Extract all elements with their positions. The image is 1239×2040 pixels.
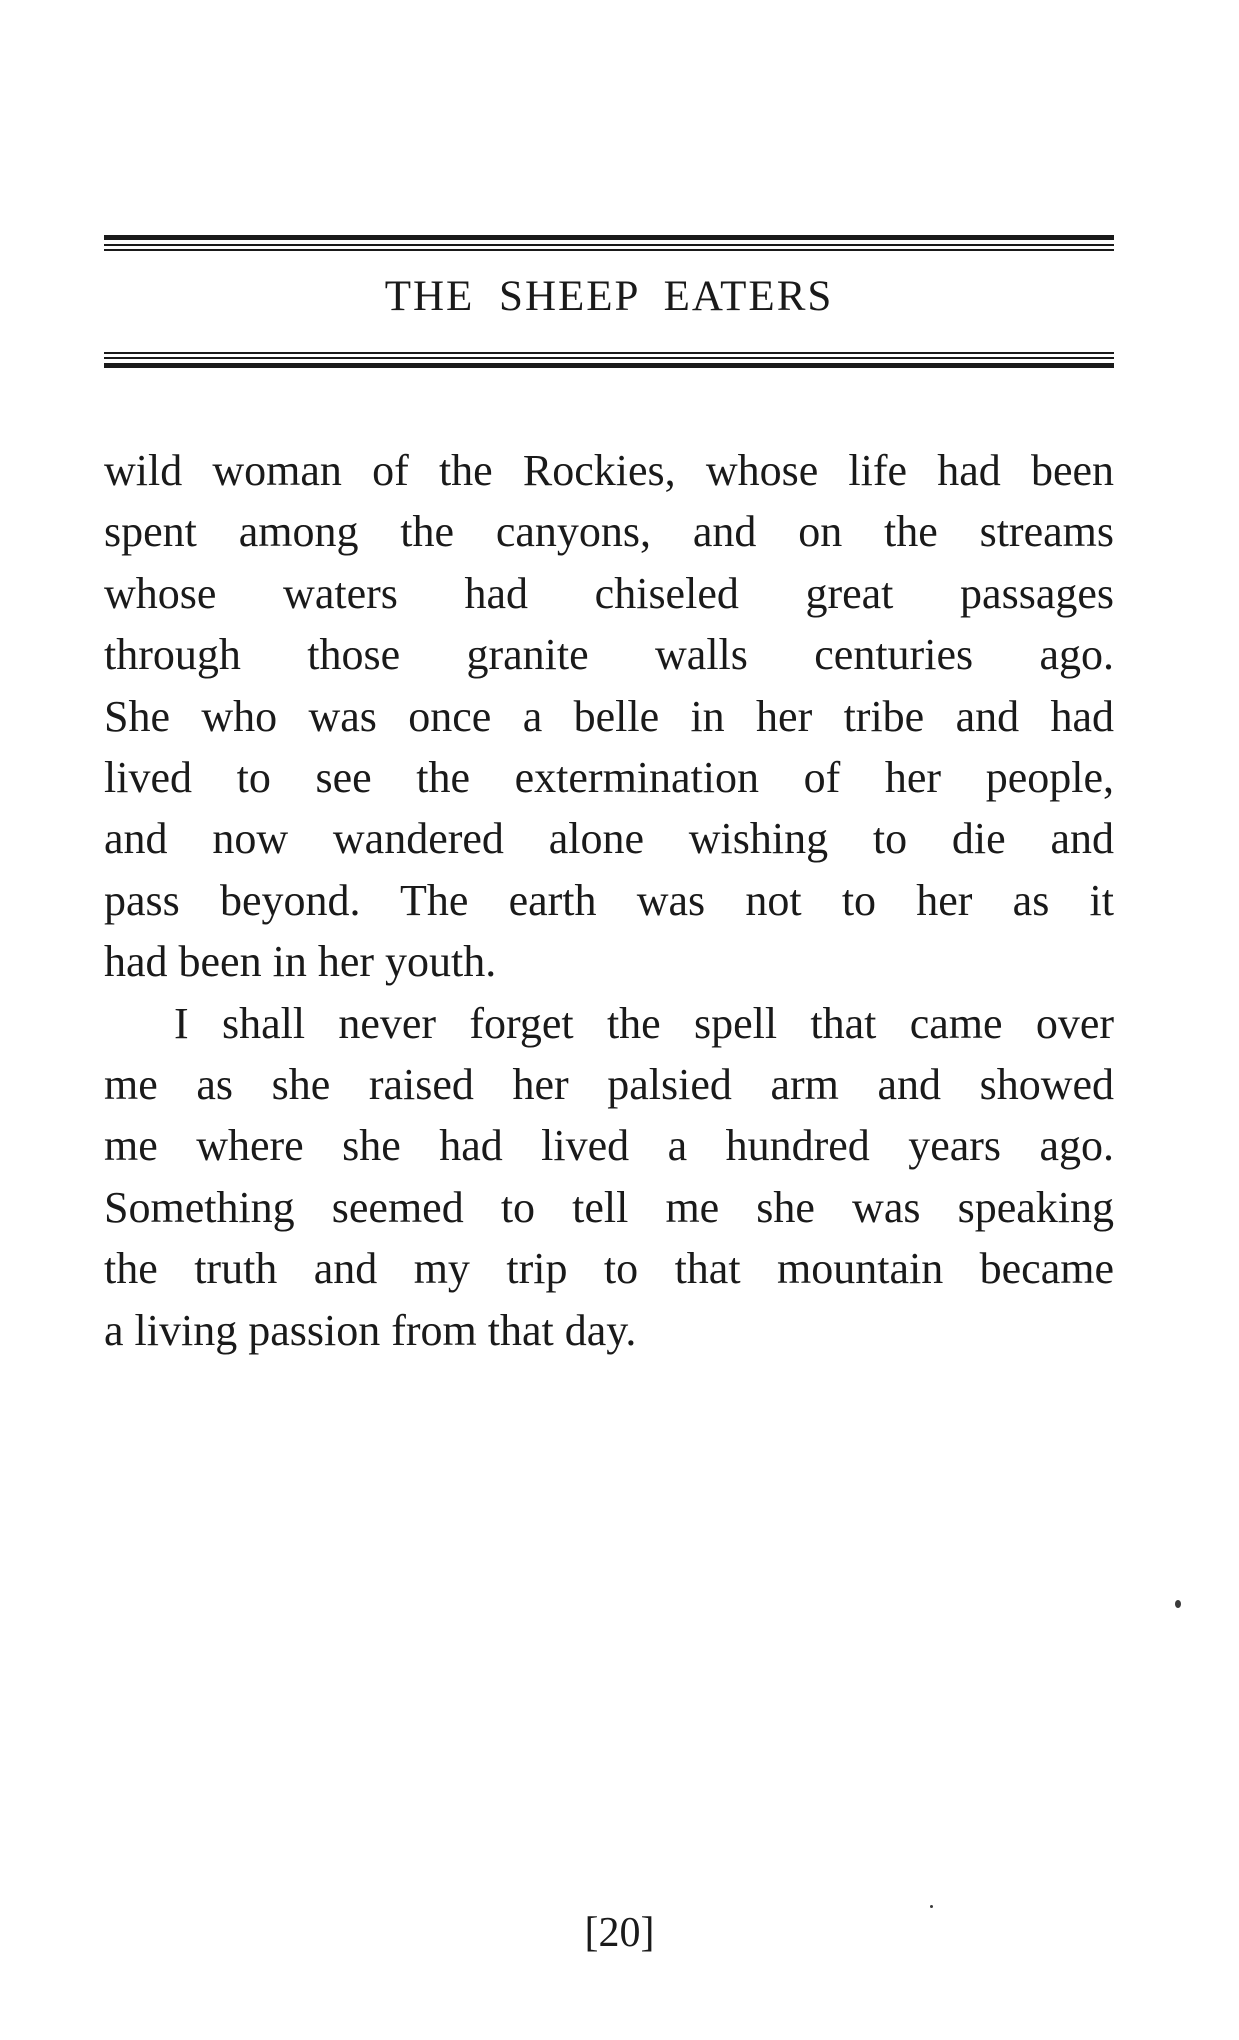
scan-speck [1175, 1600, 1181, 1608]
text-line: I shall never forget the spell that came over [174, 998, 1114, 1048]
text-line: and now wandered alone wishing to die and [104, 814, 1114, 864]
text-line: me as she raised her palsied arm and showed [104, 1060, 1114, 1110]
body-text [104, 440, 1114, 1361]
text-line: me where she had lived a hundred years ago. [104, 1121, 1114, 1171]
text-line: a living passion from that day. [104, 1305, 637, 1355]
text-line: wild woman of the Rockies, whose life had been [104, 446, 1114, 495]
text-line: pass beyond. The earth was not to her as it [104, 875, 1114, 925]
text-line: the truth and my trip to that mountain became [104, 1244, 1114, 1294]
page-number: [20] [584, 1910, 655, 1956]
running-title: THE SHEEP EATERS [384, 273, 834, 320]
scan-speck [930, 1905, 933, 1908]
text-line: lived to see the extermination of her people, [104, 753, 1114, 803]
header-bottom-rule [104, 352, 1114, 368]
text-line: Something seemed to tell me she was speaking [104, 1182, 1114, 1232]
paragraph-2 [104, 993, 1114, 1361]
text-line: whose waters had chiseled great passages [104, 568, 1114, 618]
paragraph-1 [104, 440, 1114, 993]
rule-line [104, 249, 1114, 251]
text-line: spent among the canyons, and on the streams [104, 507, 1114, 557]
header-top-rule [104, 235, 1114, 251]
text-line: through those granite walls centuries ago. [104, 630, 1114, 680]
rule-line [104, 363, 1114, 368]
text-line: She who was once a belle in her tribe and had [104, 691, 1114, 741]
text-line: had been in her youth. [104, 937, 497, 987]
